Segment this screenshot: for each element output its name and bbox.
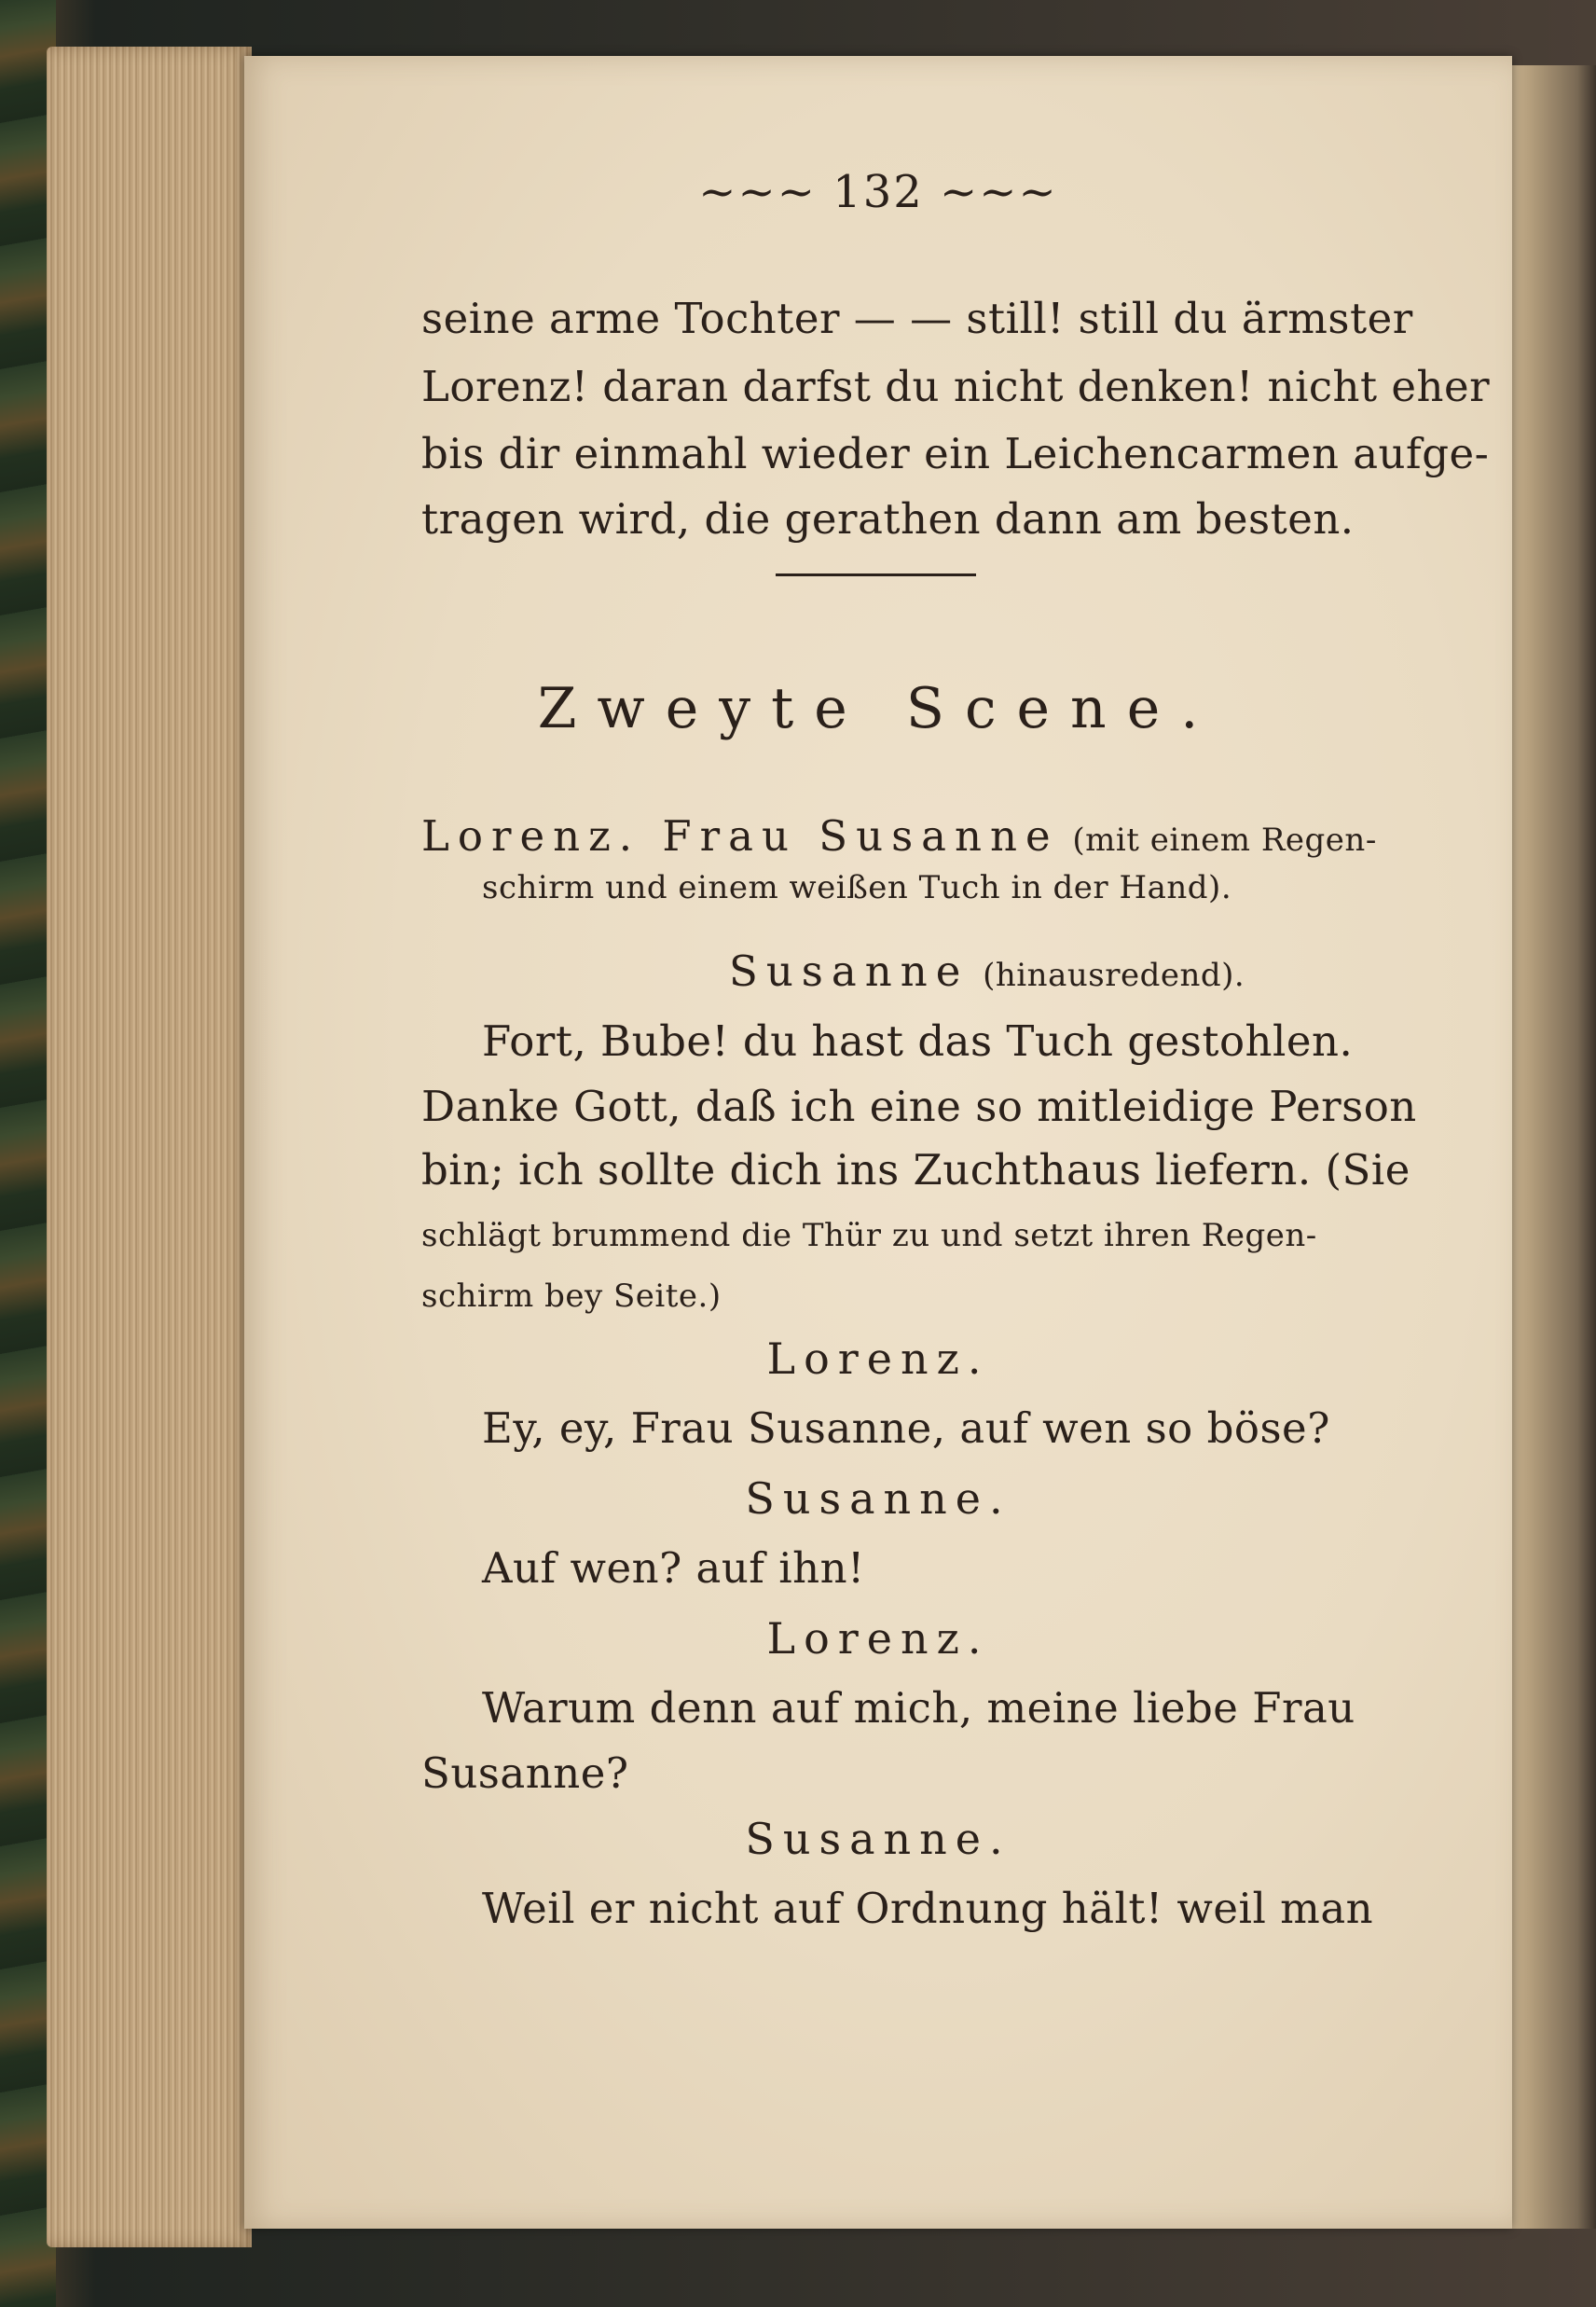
stage-direction-line: schirm bey Seite.) (421, 1278, 722, 1315)
speech-line: Auf wen? auf ihn! (482, 1543, 865, 1593)
text-line: Lorenz! daran darfst du nicht denken! nicht eher (421, 362, 1491, 411)
page-edges (47, 47, 252, 2247)
speaker-heading (729, 946, 1245, 996)
speech-line: Weil er nicht auf Ordnung hält! weil man (482, 1884, 1374, 1933)
speech-line: Danke Gott, daß ich eine so mitleidige Person (421, 1082, 1417, 1131)
cast-note: (mit einem Regen- (1072, 822, 1377, 859)
speaker-name: Lorenz. (766, 1333, 990, 1384)
speaker-name: Susanne (729, 946, 970, 996)
text-line: bis dir einmahl wieder ein Leichencarmen aufge- (421, 429, 1490, 478)
text-line: seine arme Tochter — — still! still du ärmster (421, 294, 1413, 343)
scene-title: Zweyte Scene. (537, 676, 1219, 741)
cast-line (421, 811, 1377, 861)
section-divider (776, 573, 976, 576)
speech-line: Warum denn auf mich, meine liebe Frau (482, 1683, 1355, 1733)
speech-line: Ey, ey, Frau Susanne, auf wen so böse? (482, 1403, 1330, 1453)
facing-page-gutter (1501, 65, 1596, 2229)
text-line: tragen wird, die gerathen dann am besten. (421, 494, 1355, 544)
cast-names: Lorenz. Frau Susanne (421, 811, 1059, 861)
stage-direction: (hinausredend). (983, 957, 1245, 994)
page-number: ~~~ 132 ~~~ (698, 166, 1058, 218)
cast-line-continued: schirm und einem weißen Tuch in der Hand). (482, 869, 1232, 906)
speaker-name: Susanne. (745, 1473, 1011, 1524)
speech-line: Fort, Bube! du hast das Tuch gestohlen. (482, 1016, 1354, 1066)
book-page (244, 56, 1512, 2229)
speaker-name: Susanne. (745, 1814, 1011, 1864)
speaker-name: Lorenz. (766, 1613, 990, 1664)
speech-line: bin; ich sollte dich ins Zuchthaus liefern. (Sie (421, 1145, 1410, 1195)
speech-line: Susanne? (421, 1748, 629, 1798)
stage-direction-line: schlägt brummend die Thür zu und setzt ihren Regen- (421, 1217, 1317, 1254)
